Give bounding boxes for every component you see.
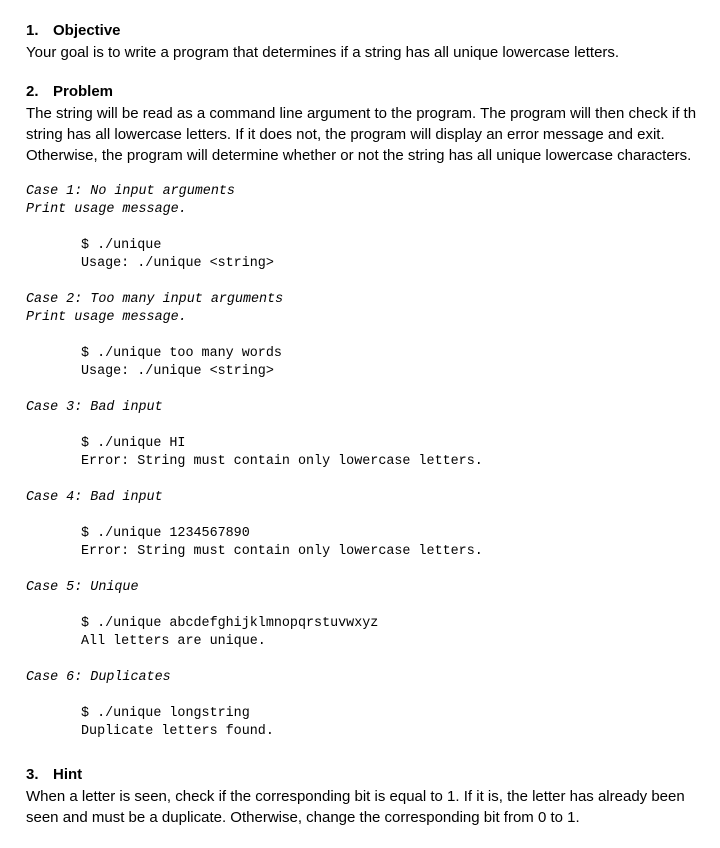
hint-line: When a letter is seen, check if the corresponding bit is equal to 1. If it is, the letter has already been [26,788,685,805]
document-page [26,20,720,828]
problem-line: Otherwise, the program will determine whether or not the string has all unique lowercase characters. [26,147,692,164]
case-3-output: Error: String must contain only lowercase letters. [81,454,483,469]
objective-number: 1. [26,22,39,39]
hint-heading [26,764,720,786]
case-2-title: Case 2: Too many input arguments [26,292,284,307]
hint-paragraph [26,786,720,828]
case-4-command: $ ./unique 1234567890 [81,526,250,541]
problem-paragraph [26,103,720,166]
case-3-title: Case 3: Bad input [26,400,163,415]
case-1-output: Usage: ./unique <string> [81,256,274,271]
case-5-code-block [81,615,720,651]
case-2-subtitle: Print usage message. [26,310,187,325]
case-4-output: Error: String must contain only lowercase letters. [81,544,483,559]
case-5-title: Case 5: Unique [26,580,139,595]
case-3-code-block [81,435,720,471]
case-5-command: $ ./unique abcdefghijklmnopqrstuvwxyz [81,616,379,631]
hint-number: 3. [26,766,39,783]
objective-title: Objective [53,22,121,39]
case-4-code-block [81,525,720,561]
objective-heading [26,20,720,42]
case-4-title: Case 4: Bad input [26,490,163,505]
case-6-command: $ ./unique longstring [81,706,250,721]
case-6-output: Duplicate letters found. [81,724,274,739]
objective-text: Your goal is to write a program that determines if a string has all unique lowercase letters. [26,44,620,61]
hint-title: Hint [53,766,83,783]
case-2-code-block [81,345,720,381]
case-1-command: $ ./unique [81,238,162,253]
case-2-command: $ ./unique too many words [81,346,282,361]
case-3-command: $ ./unique HI [81,436,186,451]
problem-line: The string will be read as a command line argument to the program. The program will then check if th [26,105,697,122]
objective-paragraph [26,42,720,63]
case-1-code-block [81,237,720,273]
case-5-output: All letters are unique. [81,634,266,649]
case-1-subtitle: Print usage message. [26,202,187,217]
hint-line: seen and must be a duplicate. Otherwise, change the corresponding bit from 0 to 1. [26,809,580,826]
problem-heading [26,81,720,103]
case-6-title: Case 6: Duplicates [26,670,171,685]
case-1-title: Case 1: No input arguments [26,184,235,199]
case-6-code-block [81,705,720,741]
problem-title: Problem [53,83,114,100]
case-2-output: Usage: ./unique <string> [81,364,274,379]
problem-number: 2. [26,83,39,100]
problem-line: string has all lowercase letters. If it does not, the program will display an error message and exit. [26,126,665,143]
